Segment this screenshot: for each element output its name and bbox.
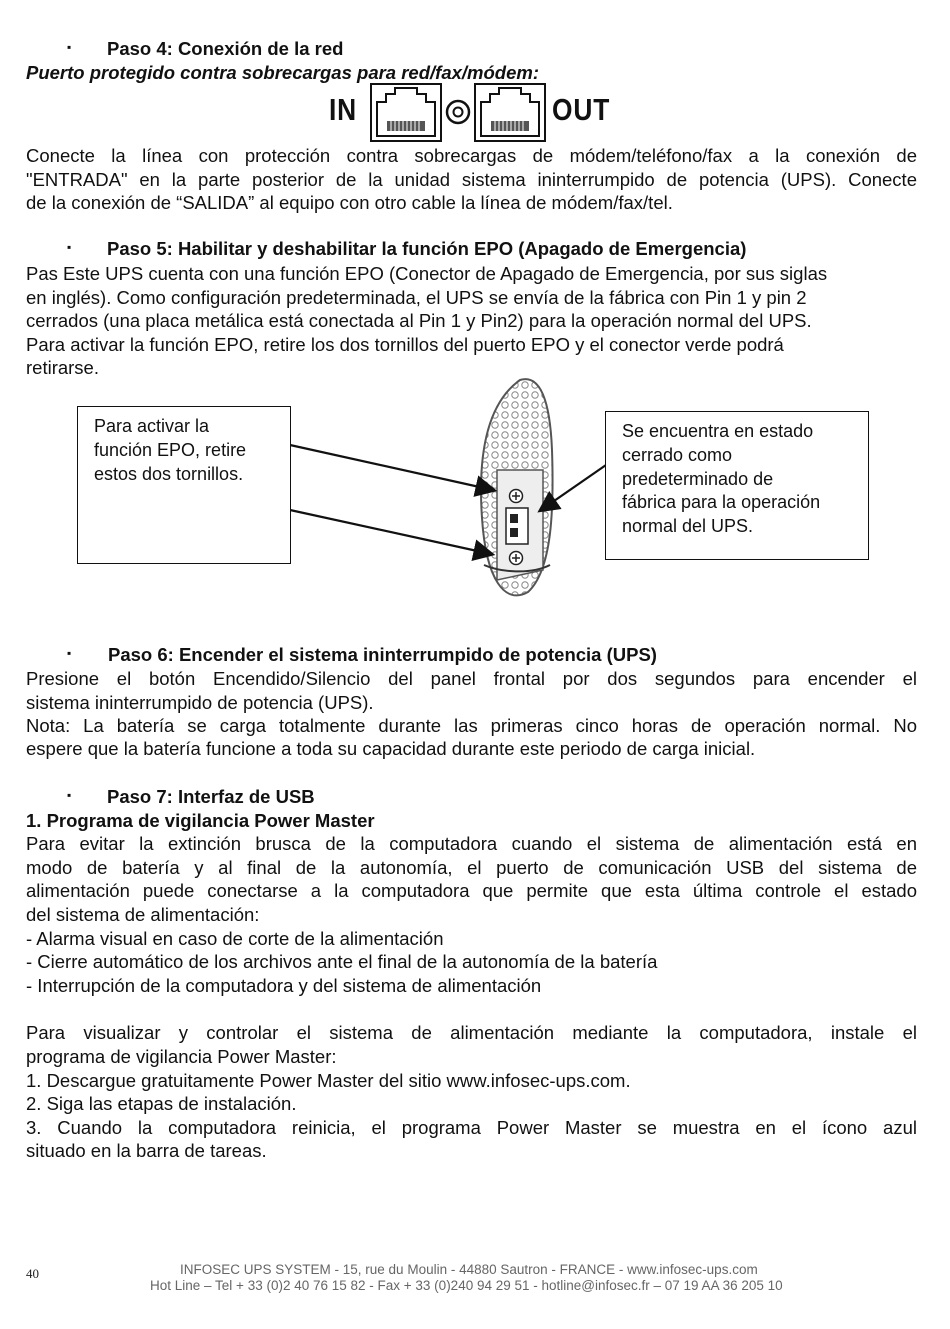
paragraph-line: alimentación puede conectarse a la computadora que permite que esta última controle el estado	[26, 880, 917, 901]
paragraph-line: "ENTRADA" en la parte posterior de la unidad sistema ininterrumpido de potencia (UPS). Conecte	[26, 169, 917, 190]
page-number: 40	[26, 1266, 39, 1281]
callout-line: Se encuentra en estado	[622, 421, 814, 441]
list-item: 3. Cuando la computadora reinicia, el programa Power Master se muestra en el ícono azul	[26, 1117, 917, 1138]
list-item: 2. Siga las etapas de instalación.	[26, 1093, 297, 1114]
paragraph-line: modo de batería y al final de la autonomía, el puerto de comunicación USB del sistema de	[26, 857, 917, 878]
network-ports-illustration	[326, 82, 621, 144]
rj-jacks-icon	[368, 82, 568, 144]
callout-line: función EPO, retire	[94, 439, 247, 460]
paragraph-line: Para evitar la extinción brusca de la computadora cuando el sistema de alimentación está en	[26, 833, 917, 854]
step7-heading: Paso 7: Interfaz de USB	[107, 786, 315, 807]
paragraph-line: situado en la barra de tareas.	[26, 1140, 267, 1161]
step7-subheading: 1. Programa de vigilancia Power Master	[26, 810, 375, 831]
step5-heading: Paso 5: Habilitar y deshabilitar la función EPO (Apagado de Emergencia)	[107, 238, 747, 259]
arrow-line	[290, 510, 491, 554]
list-item: - Alarma visual en caso de corte de la alimentación	[26, 928, 444, 949]
paragraph-line: sistema ininterrumpido de potencia (UPS).	[26, 692, 374, 713]
paragraph-line: cerrados (una placa metálica está conectada al Pin 1 y Pin2) para la operación normal del UPS.	[26, 310, 812, 331]
port-in-label: IN	[329, 92, 358, 127]
bullet-icon: ▪	[67, 788, 72, 802]
callout-line: cerrado como	[622, 444, 733, 465]
bullet-icon: ▪	[67, 646, 72, 660]
footer-contact: Hot Line – Tel + 33 (0)2 40 76 15 82 - Fax + 33 (0)240 94 29 51 - hotline@infosec.fr – 07 19 AA 36 205 10	[150, 1278, 783, 1293]
arrow-line	[290, 445, 493, 490]
paragraph-line: Para activar la función EPO, retire los dos tornillos del puerto EPO y el conector verde podrá	[26, 334, 784, 355]
bullet-icon: ▪	[67, 40, 72, 54]
footer-address: INFOSEC UPS SYSTEM - 15, rue du Moulin - 44880 Sautron - FRANCE - www.infosec-ups.com	[180, 1262, 758, 1277]
callout-remove-screws	[77, 406, 291, 564]
callout-line: predeterminado de	[622, 468, 774, 489]
paragraph-line: programa de vigilancia Power Master:	[26, 1046, 337, 1067]
paragraph-line: Pas Este UPS cuenta con una función EPO (Conector de Apagado de Emergencia, por sus siglas	[26, 263, 828, 284]
bullet-icon: ▪	[67, 240, 72, 254]
paragraph-line: Nota: La batería se carga totalmente durante las primeras cinco horas de operación normal. No	[26, 715, 917, 736]
callout-line: fábrica para la operación	[622, 492, 821, 513]
port-out-label: OUT	[552, 92, 611, 127]
step4-heading: Paso 4: Conexión de la red	[107, 38, 344, 59]
callout-default-state	[605, 411, 869, 560]
ups-rear-panel-icon	[481, 379, 553, 595]
paragraph-line: de la conexión de “SALIDA” al equipo con otro cable la línea de módem/fax/tel.	[26, 192, 673, 213]
callout-line: estos dos tornillos.	[94, 463, 244, 484]
paragraph-line: Conecte la línea con protección contra sobrecargas de módem/teléfono/fax a la conexión de	[26, 145, 917, 166]
list-item: 1. Descargue gratuitamente Power Master del sitio www.infosec-ups.com.	[26, 1070, 631, 1091]
list-item: - Interrupción de la computadora y del sistema de alimentación	[26, 975, 542, 996]
callout-line: normal del UPS.	[622, 516, 754, 537]
paragraph-line: retirarse.	[26, 357, 99, 378]
paragraph-line: Presione el botón Encendido/Silencio del panel frontal por dos segundos para encender el	[26, 668, 917, 689]
step6-heading: Paso 6: Encender el sistema ininterrumpido de potencia (UPS)	[108, 644, 657, 665]
paragraph-line: en inglés). Como configuración predeterminada, el UPS se envía de la fábrica con Pin 1 y pin 2	[26, 287, 807, 308]
paragraph-line: espere que la batería funcione a toda su capacidad durante este periodo de carga inicial.	[26, 738, 756, 759]
paragraph-line: del sistema de alimentación:	[26, 904, 260, 925]
list-item: - Cierre automático de los archivos ante el final de la autonomía de la batería	[26, 951, 658, 972]
paragraph-line: Para visualizar y controlar el sistema de alimentación mediante la computadora, instale el	[26, 1022, 917, 1043]
callout-line: Para activar la	[94, 416, 210, 436]
step4-subheading: Puerto protegido contra sobrecargas para red/fax/módem:	[26, 62, 539, 83]
